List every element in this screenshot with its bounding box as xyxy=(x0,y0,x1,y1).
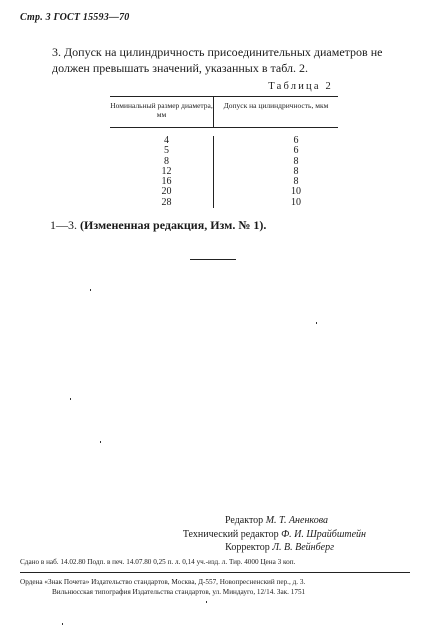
imprint-printer: Вильнюсская типография Издательства стандартов, ул. Миндауго, 12/14. Зак. 1751 xyxy=(52,588,306,596)
table-cell-tolerance: 6 xyxy=(293,145,299,157)
corrector-name: Л. В. Вейнберг xyxy=(272,542,334,553)
scan-speck xyxy=(70,398,71,400)
editor-row xyxy=(116,514,376,528)
table-cell-diameter: 16 xyxy=(161,176,172,188)
table-cell-diameter: 20 xyxy=(161,186,172,198)
table-cell-tolerance: 8 xyxy=(293,165,299,177)
amendment-note xyxy=(50,218,266,233)
tech-editor-row xyxy=(116,528,376,542)
table-header xyxy=(110,97,338,127)
col-header-tolerance: Допуск на цилиндричность, мкм xyxy=(223,101,329,110)
tolerance-table xyxy=(110,96,338,208)
paragraph-line-1: 3. Допуск на цилиндричность присоединительных диаметров не xyxy=(52,45,383,59)
scan-speck xyxy=(62,623,63,625)
scan-speck xyxy=(206,601,207,603)
paragraph-3 xyxy=(52,44,404,76)
col-header-diameter: Номинальный размер диаметра, мм xyxy=(110,97,214,127)
table-cell-tolerance: 8 xyxy=(293,176,299,188)
table-cell-diameter: 5 xyxy=(164,145,169,157)
tech-editor-label: Технический редактор xyxy=(182,528,279,540)
editor-label: Редактор xyxy=(224,515,264,526)
diameter-column xyxy=(110,136,214,208)
note-text: (Измененная редакция, Изм. № 1). xyxy=(80,218,267,232)
table-cell-diameter: 12 xyxy=(161,165,172,177)
corrector-label: Корректор xyxy=(225,542,270,553)
table-cell-diameter: 8 xyxy=(164,155,169,167)
paragraph-line-2: должен превышать значений, указанных в табл. 2. xyxy=(52,61,309,75)
tolerance-column xyxy=(214,136,338,208)
imprint-rule xyxy=(20,572,410,573)
imprint-print-details: Сдано в наб. 14.02.80 Подп. в печ. 14.07.80 0,25 п. л. 0,14 уч.-изд. л. Тир. 4000 Цена 3 коп. xyxy=(20,558,296,566)
editor-name: М. Т. Аненкова xyxy=(265,515,328,526)
scan-speck xyxy=(100,441,101,443)
table-cell-tolerance: 10 xyxy=(291,196,301,208)
table-cell-tolerance: 10 xyxy=(291,186,301,198)
table-cell-tolerance: 8 xyxy=(293,155,299,167)
table-cell-tolerance: 6 xyxy=(293,135,299,146)
table-cell-diameter: 4 xyxy=(164,135,169,146)
tech-editor-name: Ф. И. Шрайбштейн xyxy=(281,528,366,540)
table-cell-diameter: 28 xyxy=(161,196,172,208)
editors-block xyxy=(116,514,376,555)
table-title: Таблица 2 xyxy=(268,81,333,92)
table-body xyxy=(110,128,338,208)
corrector-row xyxy=(116,541,376,555)
imprint-block xyxy=(20,557,410,597)
scan-speck xyxy=(316,322,317,324)
imprint-publisher: Ордена «Знак Почета» Издательство стандартов, Москва, Д-557, Новопресненский пер., д. 3. xyxy=(20,578,306,586)
note-prefix: 1—3. xyxy=(50,218,77,232)
section-divider xyxy=(190,259,236,260)
page-header: Стр. 3 ГОСТ 15593—70 xyxy=(20,12,130,23)
scan-speck xyxy=(90,289,91,291)
